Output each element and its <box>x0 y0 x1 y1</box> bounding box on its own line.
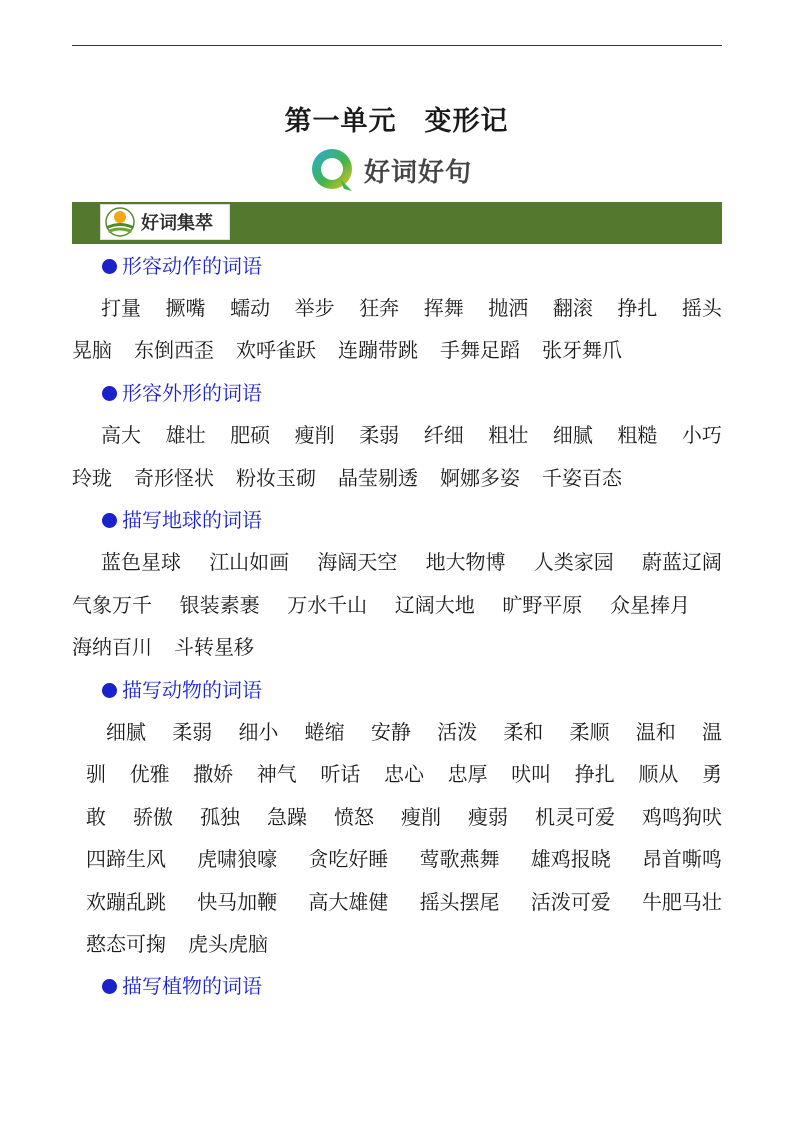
word-line <box>86 887 722 917</box>
word-item: 活泼可爱 <box>530 890 611 914</box>
word-line <box>86 759 722 789</box>
word-item: 雄壮 <box>165 423 206 447</box>
word-item: 欢蹦乱跳 <box>86 890 166 914</box>
word-item: 婀娜多姿 <box>440 466 520 490</box>
word-item: 蔚蓝辽阔 <box>641 550 722 574</box>
word-item: 张牙舞爪 <box>542 338 622 362</box>
word-line <box>101 547 722 577</box>
word-item: 憨态可掬 <box>86 932 166 956</box>
word-item: 愤怒 <box>334 805 374 829</box>
word-item: 驯 <box>86 762 106 786</box>
word-item: 忠心 <box>383 762 424 786</box>
word-item: 手舞足蹈 <box>440 338 520 362</box>
word-item: 活泼 <box>437 720 478 744</box>
word-item: 气象万千 <box>72 593 152 617</box>
word-item: 挣扎 <box>617 296 658 320</box>
word-line <box>86 929 278 959</box>
word-item: 粗壮 <box>488 423 529 447</box>
word-item: 温和 <box>635 720 676 744</box>
word-item: 江山如画 <box>209 550 290 574</box>
word-line <box>86 802 722 832</box>
word-line <box>72 463 648 493</box>
word-item: 蓝色星球 <box>101 550 181 574</box>
word-line <box>101 420 722 450</box>
word-item: 粉妆玉砌 <box>236 466 316 490</box>
word-line <box>86 844 722 874</box>
word-item: 挥舞 <box>423 296 464 320</box>
word-item: 温 <box>701 720 722 744</box>
word-item: 柔和 <box>503 720 544 744</box>
page-title: 第一单元 变形记 <box>284 106 509 137</box>
word-item: 千姿百态 <box>542 466 622 490</box>
word-item: 玲珑 <box>72 466 112 490</box>
word-item: 肥硕 <box>230 423 271 447</box>
word-item: 吠叫 <box>511 762 552 786</box>
word-item: 雄鸡报晓 <box>530 847 611 871</box>
word-item: 蠕动 <box>230 296 271 320</box>
word-item: 晶莹剔透 <box>338 466 418 490</box>
section-heading-text: 描写动物的词语 <box>122 678 262 702</box>
word-item: 虎啸狼嚎 <box>197 847 278 871</box>
word-item: 人类家园 <box>533 550 614 574</box>
search-icon <box>308 145 358 195</box>
word-item: 细腻 <box>552 423 593 447</box>
banner-label: 好词集萃 <box>141 213 213 234</box>
word-item: 高大 <box>101 423 141 447</box>
word-item: 高大雄健 <box>308 890 389 914</box>
section-heading-text: 形容动作的词语 <box>122 254 262 278</box>
word-item: 连蹦带跳 <box>338 338 418 362</box>
word-item: 细腻 <box>106 720 146 744</box>
word-item: 莺歌燕舞 <box>419 847 500 871</box>
word-item: 打量 <box>101 296 141 320</box>
word-item: 瘦弱 <box>468 805 508 829</box>
word-item: 四蹄生风 <box>86 847 166 871</box>
bullet-dot-icon <box>102 513 117 528</box>
word-item: 小巧 <box>681 423 722 447</box>
word-item: 撒娇 <box>193 762 234 786</box>
word-item: 安静 <box>370 720 411 744</box>
word-item: 万水千山 <box>287 593 368 617</box>
word-item: 虎头虎脑 <box>188 932 268 956</box>
word-item: 机灵可爱 <box>535 805 615 829</box>
word-item: 骄傲 <box>133 805 173 829</box>
word-item: 举步 <box>294 296 335 320</box>
word-item: 海纳百川 <box>72 635 152 659</box>
word-item: 粗糙 <box>617 423 658 447</box>
word-item: 柔顺 <box>569 720 610 744</box>
word-item: 抛洒 <box>488 296 529 320</box>
word-item: 昂首嘶鸣 <box>641 847 722 871</box>
word-line <box>101 293 722 323</box>
word-item: 勇 <box>701 762 722 786</box>
word-item: 优雅 <box>129 762 170 786</box>
word-item: 翻滚 <box>552 296 593 320</box>
section-banner <box>72 202 722 244</box>
word-item: 鸡鸣狗吠 <box>642 805 722 829</box>
word-item: 神气 <box>256 762 297 786</box>
word-item: 海阔天空 <box>317 550 398 574</box>
section-heading <box>102 971 262 1001</box>
word-item: 欢呼雀跃 <box>236 338 316 362</box>
word-item: 顺从 <box>638 762 679 786</box>
word-item: 挣扎 <box>574 762 615 786</box>
word-item: 急躁 <box>267 805 307 829</box>
word-item: 斗转星移 <box>174 635 254 659</box>
banner-badge <box>100 204 230 240</box>
word-item: 东倒西歪 <box>134 338 214 362</box>
word-item: 奇形怪状 <box>134 466 214 490</box>
section-heading-text: 描写地球的词语 <box>122 508 262 532</box>
word-item: 银装素裹 <box>179 593 260 617</box>
bullet-dot-icon <box>102 259 117 274</box>
word-line <box>72 335 651 365</box>
word-item: 贪吃好睡 <box>308 847 389 871</box>
word-item: 晃脑 <box>72 338 112 362</box>
section-logo <box>308 145 472 195</box>
word-item: 敢 <box>86 805 106 829</box>
word-item: 快马加鞭 <box>197 890 278 914</box>
word-item: 撅嘴 <box>165 296 206 320</box>
word-item: 摇头摆尾 <box>419 890 500 914</box>
word-line <box>106 717 722 747</box>
word-item: 蜷缩 <box>304 720 345 744</box>
bullet-dot-icon <box>102 386 117 401</box>
section-heading <box>102 675 262 705</box>
word-item: 众星捧月 <box>609 593 690 617</box>
bullet-dot-icon <box>102 683 117 698</box>
word-item: 瘦削 <box>401 805 441 829</box>
word-item: 牛肥马壮 <box>641 890 722 914</box>
word-item: 忠厚 <box>447 762 488 786</box>
word-item: 地大物博 <box>425 550 506 574</box>
word-item: 听话 <box>320 762 361 786</box>
section-heading <box>102 505 262 535</box>
word-item: 柔弱 <box>172 720 213 744</box>
word-item: 柔弱 <box>359 423 400 447</box>
word-item: 细小 <box>238 720 279 744</box>
word-item: 摇头 <box>681 296 722 320</box>
word-item: 狂奔 <box>359 296 400 320</box>
header-rule <box>72 45 722 46</box>
bullet-dot-icon <box>102 979 117 994</box>
word-item: 纤细 <box>423 423 464 447</box>
word-item: 孤独 <box>200 805 240 829</box>
word-item: 旷野平原 <box>502 593 583 617</box>
field-sun-icon <box>105 207 135 237</box>
logo-text: 好词好句 <box>364 157 473 188</box>
word-item: 瘦削 <box>294 423 335 447</box>
word-line <box>72 632 265 662</box>
section-heading <box>102 378 262 408</box>
section-heading <box>102 251 262 281</box>
section-heading-text: 描写植物的词语 <box>122 974 262 998</box>
section-heading-text: 形容外形的词语 <box>122 381 262 405</box>
word-item: 辽阔大地 <box>394 593 475 617</box>
word-line <box>72 590 690 620</box>
